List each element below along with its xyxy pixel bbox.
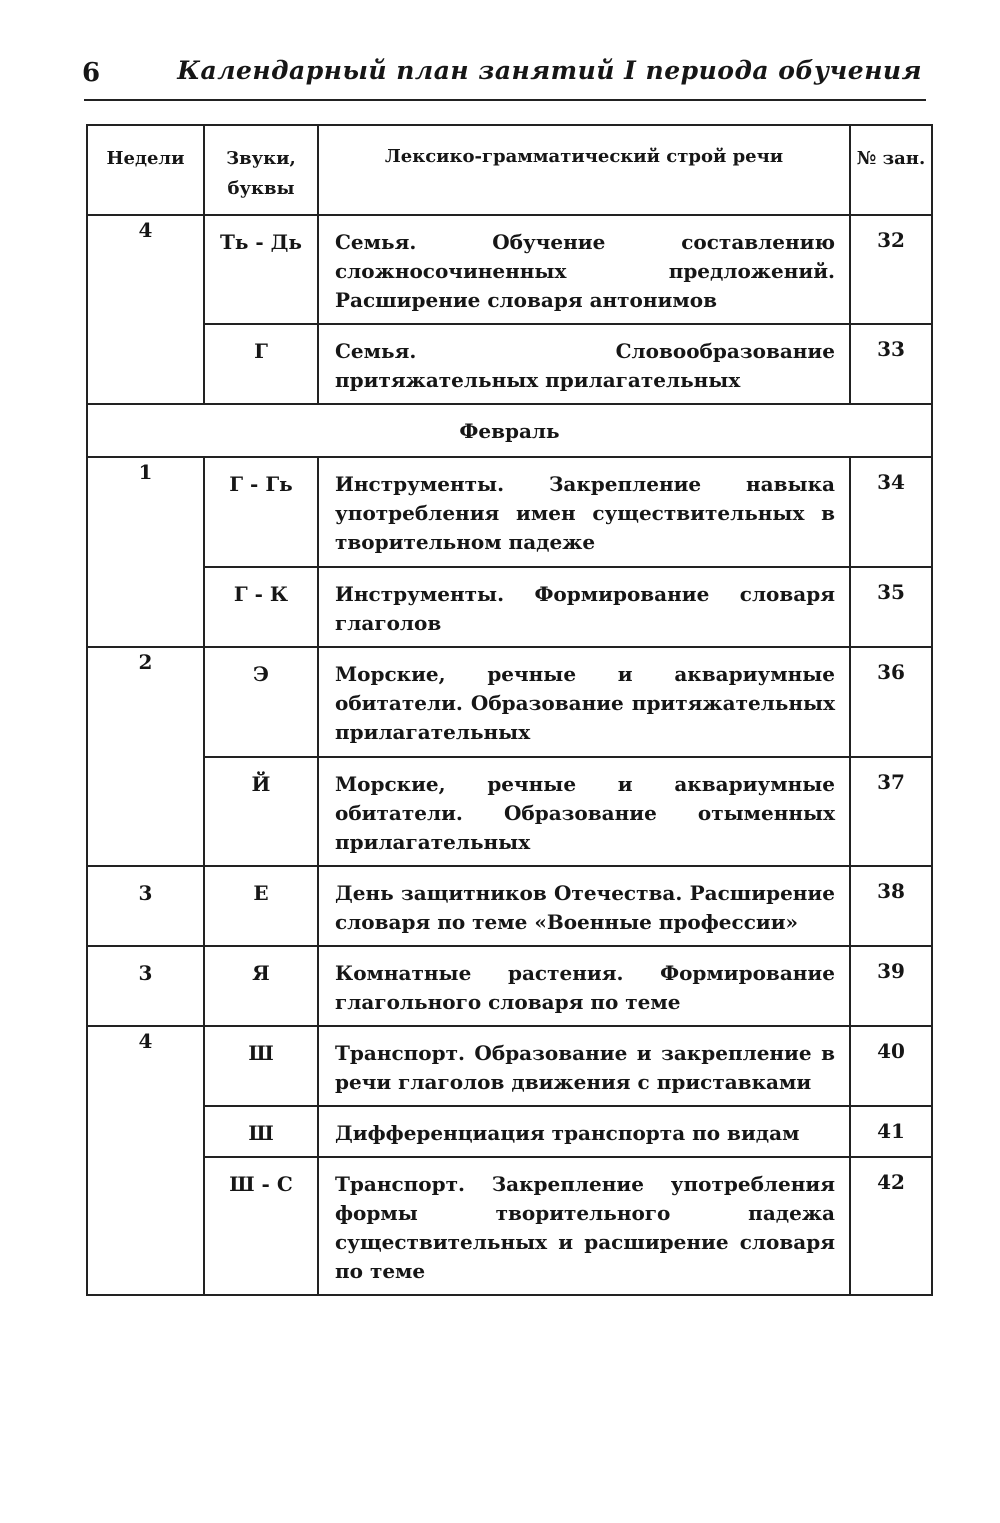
header-lesson-number: № зан.: [850, 125, 932, 215]
week-cell: 3: [87, 946, 204, 1026]
month-label: Февраль: [87, 404, 932, 457]
table-row: [87, 757, 932, 866]
topic-cell: День защитников Отечества. Расширение словаря по теме «Военные профессии»: [318, 866, 850, 946]
month-row: [87, 404, 932, 457]
lesson-number-cell: 33: [850, 324, 932, 404]
table-row: [87, 1106, 932, 1157]
topic-cell: Инструменты. Формирование словаря глаголов: [318, 567, 850, 647]
sound-cell: Ш - С: [204, 1157, 318, 1295]
topic-cell: Комнатные растения. Формирование глагольного словаря по теме: [318, 946, 850, 1026]
sound-cell: Ть - Дь: [204, 215, 318, 324]
table-row: [87, 457, 932, 567]
topic-cell: Инструменты. Закрепление навыка употребления имен существительных в творительном падеже: [318, 457, 850, 567]
topic-cell: Семья. Обучение составлению сложносочиненных предложений. Расширение словаря антонимов: [318, 215, 850, 324]
sound-cell: Г - К: [204, 567, 318, 647]
topic-cell: Морские, речные и аквариумные обитатели. Образование притяжательных прилагательных: [318, 647, 850, 757]
lesson-number-cell: 37: [850, 757, 932, 866]
topic-cell: Транспорт. Образование и закрепление в речи глаголов движения с приставками: [318, 1026, 850, 1106]
sound-cell: Й: [204, 757, 318, 866]
week-cell: 4: [87, 215, 204, 404]
sound-cell: Г - Гь: [204, 457, 318, 567]
table-row: [87, 1157, 932, 1295]
topic-cell: Семья. Словообразование притяжательных прилагательных: [318, 324, 850, 404]
topic-cell: Дифференциация транспорта по видам: [318, 1106, 850, 1157]
lesson-number-cell: 38: [850, 866, 932, 946]
sound-cell: Г: [204, 324, 318, 404]
lesson-number-cell: 32: [850, 215, 932, 324]
table-row: [87, 215, 932, 324]
lesson-number-cell: 34: [850, 457, 932, 567]
lesson-number-cell: 36: [850, 647, 932, 757]
lesson-number-cell: 35: [850, 567, 932, 647]
table-row: [87, 866, 932, 946]
sound-cell: Э: [204, 647, 318, 757]
week-cell: 4: [87, 1026, 204, 1295]
lesson-number-cell: 39: [850, 946, 932, 1026]
lesson-number-cell: 41: [850, 1106, 932, 1157]
lesson-number-cell: 40: [850, 1026, 932, 1106]
lesson-number-cell: 42: [850, 1157, 932, 1295]
week-cell: 1: [87, 457, 204, 647]
lesson-plan-table: [86, 124, 933, 1296]
sound-cell: Ш: [204, 1106, 318, 1157]
table-row: [87, 567, 932, 647]
topic-cell: Морские, речные и аквариумные обитатели. Образование отыменных прилагательных: [318, 757, 850, 866]
table-row: [87, 1026, 932, 1106]
header-rule: [84, 99, 926, 101]
running-title: Календарный план занятий I периода обучения: [177, 56, 922, 85]
sound-cell: Ш: [204, 1026, 318, 1106]
header-weeks: Недели: [87, 125, 204, 215]
sound-cell: Я: [204, 946, 318, 1026]
topic-cell: Транспорт. Закрепление употребления формы творительного падежа существительных и расширение словаря по теме: [318, 1157, 850, 1295]
header-topic: Лексико-грамматический строй речи: [318, 125, 850, 215]
table-row: [87, 324, 932, 404]
header-sounds: Звуки, буквы: [204, 125, 318, 215]
sound-cell: Е: [204, 866, 318, 946]
table-row: [87, 647, 932, 757]
week-cell: 2: [87, 647, 204, 866]
table-row: [87, 946, 932, 1026]
week-cell: 3: [87, 866, 204, 946]
table-header-row: [87, 125, 932, 215]
page-number: 6: [82, 58, 101, 88]
